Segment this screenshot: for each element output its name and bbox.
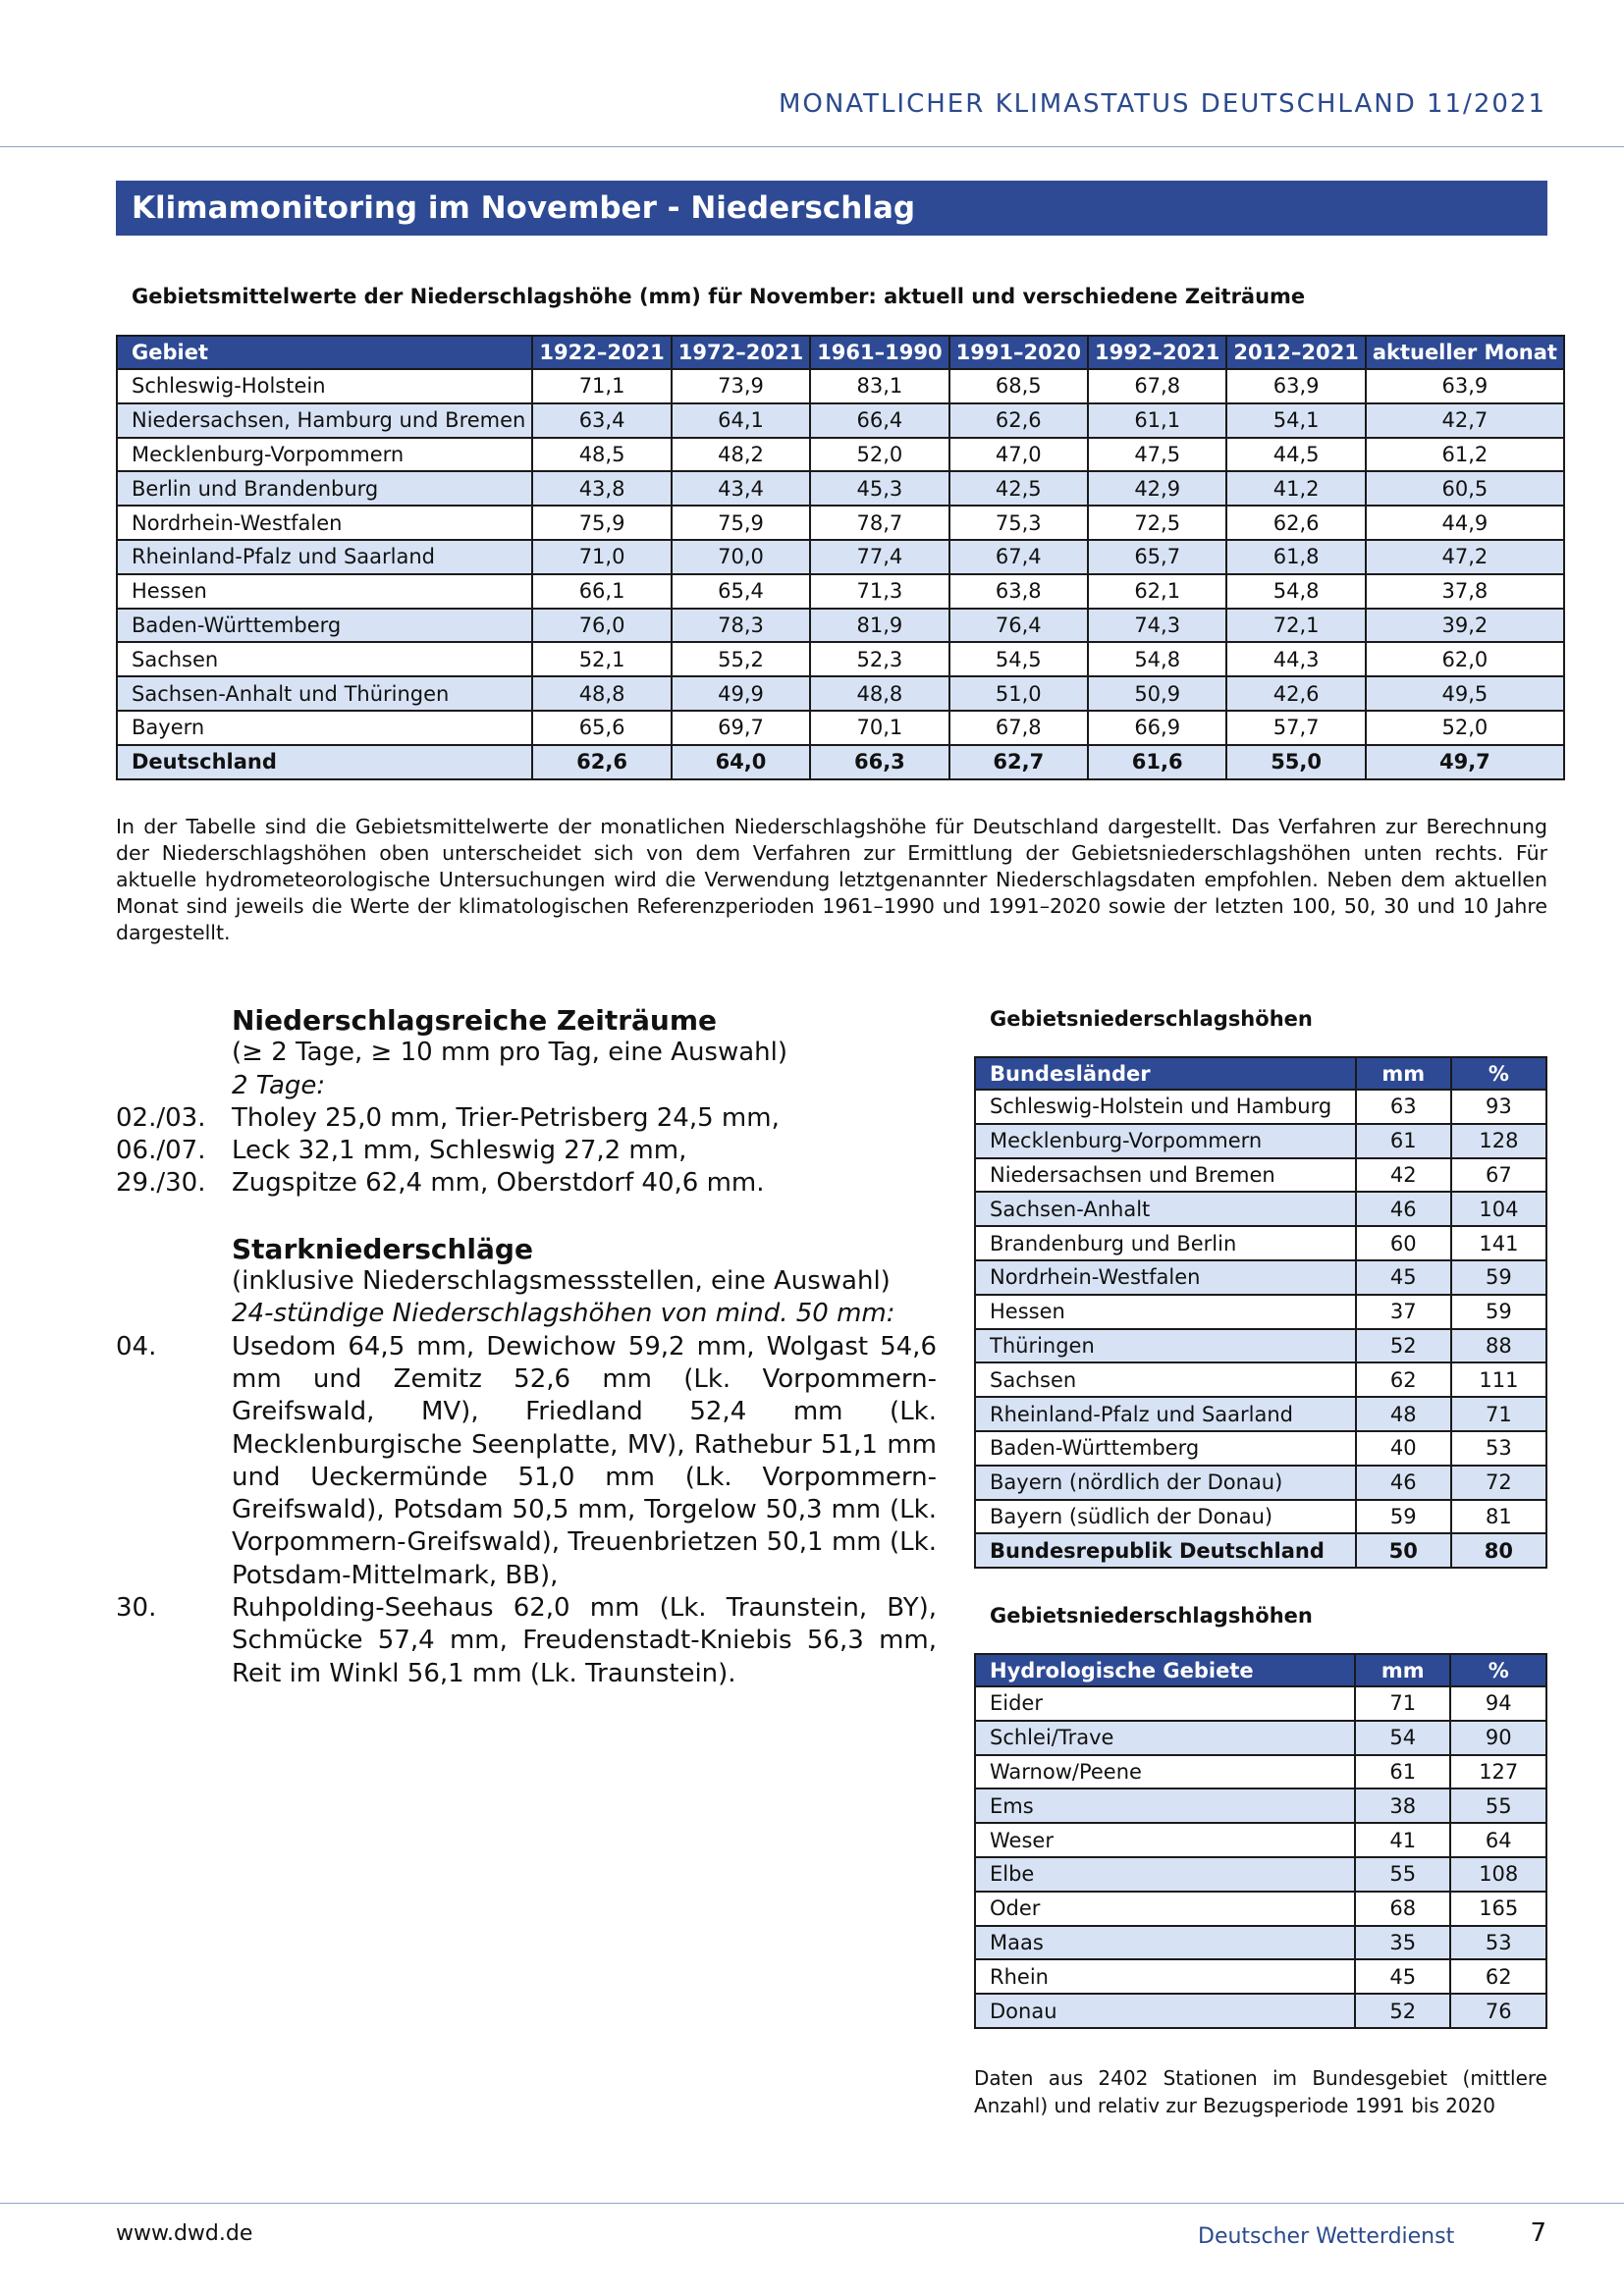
region-cell: Hessen	[117, 574, 532, 609]
value-cell: 62,1	[1088, 574, 1226, 609]
region-cell: Bayern	[117, 711, 532, 745]
table-row	[975, 1892, 1546, 1926]
value-cell: 42,6	[1226, 676, 1365, 711]
table-row	[975, 1466, 1546, 1500]
table-row	[975, 1789, 1546, 1823]
event-date: 29./30.	[116, 1168, 206, 1199]
event-entry	[116, 1592, 937, 1690]
value-cell: 62,6	[532, 745, 671, 779]
region-cell: Baden-Württemberg	[975, 1431, 1356, 1466]
region-cell: Sachsen	[975, 1362, 1356, 1397]
table-header-row	[117, 336, 1564, 369]
value-cell: 53	[1451, 1431, 1546, 1466]
value-cell: 55,0	[1226, 745, 1365, 779]
value-cell: 49,9	[672, 676, 810, 711]
value-cell: 62	[1450, 1959, 1546, 1994]
value-cell: 94	[1450, 1686, 1546, 1721]
table-row	[117, 540, 1564, 574]
value-cell: 44,5	[1226, 438, 1365, 472]
column-header: Hydrologische Gebiete	[975, 1654, 1355, 1686]
region-cell: Ems	[975, 1789, 1355, 1823]
value-cell: 88	[1451, 1329, 1546, 1363]
value-cell: 68	[1355, 1892, 1451, 1926]
region-cell: Brandenburg und Berlin	[975, 1226, 1356, 1260]
heavy-subheading: 24-stündige Niederschlagshöhen von mind. 50 mm:	[232, 1299, 895, 1329]
page-header-title: MONATLICHER KLIMASTATUS DEUTSCHLAND 11/2021	[778, 89, 1546, 119]
column-header: 1972–2021	[672, 336, 810, 369]
header-divider	[0, 146, 1624, 147]
value-cell: 37	[1356, 1295, 1451, 1329]
data-note: Daten aus 2402 Stationen im Bundesgebiet (mittlere Anzahl) und relativ zur Bezugsperiode 1991 bis 2020	[974, 2066, 1547, 2117]
value-cell: 64,1	[672, 403, 810, 438]
page-number: 7	[1530, 2218, 1546, 2248]
value-cell: 62,7	[949, 745, 1088, 779]
event-date: 30.	[116, 1593, 157, 1624]
value-cell: 70,1	[810, 711, 948, 745]
region-cell: Warnow/Peene	[975, 1755, 1355, 1789]
value-cell: 55	[1450, 1789, 1546, 1823]
section-banner: Klimamonitoring im November - Niederschlag	[116, 181, 1547, 236]
region-cell: Sachsen-Anhalt	[975, 1192, 1356, 1226]
value-cell: 108	[1450, 1857, 1546, 1892]
value-cell: 61,8	[1226, 540, 1365, 574]
value-cell: 62	[1356, 1362, 1451, 1397]
region-cell: Eider	[975, 1686, 1355, 1721]
event-date: 02./03.	[116, 1102, 206, 1133]
value-cell: 66,9	[1088, 711, 1226, 745]
value-cell: 61	[1356, 1124, 1451, 1158]
value-cell: 41	[1355, 1823, 1451, 1857]
value-cell: 49,5	[1366, 676, 1564, 711]
value-cell: 40	[1356, 1431, 1451, 1466]
value-cell: 42,9	[1088, 471, 1226, 506]
value-cell: 44,9	[1366, 506, 1564, 540]
value-cell: 52	[1355, 1994, 1451, 2028]
hydro-precipitation-table	[974, 1653, 1547, 2029]
event-entry	[116, 1331, 937, 1592]
heavy-subtitle: (inklusive Niederschlagsmessstellen, eine Auswahl)	[232, 1266, 891, 1297]
value-cell: 72,5	[1088, 506, 1226, 540]
value-cell: 63,4	[532, 403, 671, 438]
value-cell: 75,9	[672, 506, 810, 540]
table-row	[117, 574, 1564, 609]
value-cell: 53	[1450, 1926, 1546, 1960]
value-cell: 74,3	[1088, 609, 1226, 643]
value-cell: 60	[1356, 1226, 1451, 1260]
hydro-table-title: Gebietsniederschlagshöhen	[990, 1604, 1313, 1628]
value-cell: 71,3	[810, 574, 948, 609]
column-header: 1992–2021	[1088, 336, 1226, 369]
value-cell: 52	[1356, 1329, 1451, 1363]
column-header: %	[1451, 1057, 1546, 1090]
value-cell: 48,2	[672, 438, 810, 472]
value-cell: 47,0	[949, 438, 1088, 472]
table-row	[975, 1260, 1546, 1295]
value-cell: 59	[1451, 1260, 1546, 1295]
value-cell: 57,7	[1226, 711, 1365, 745]
table-row	[975, 1090, 1546, 1124]
region-cell: Schleswig-Holstein und Hamburg	[975, 1090, 1356, 1124]
event-text: Usedom 64,5 mm, Dewichow 59,2 mm, Wolgast 54,6 mm und Zemitz 52,6 mm (Lk. Vorpommern-Greifswald, MV), Friedland 52,4 mm (Lk. Mecklenburgische Seenplatte, MV), Rathebur 51,1 mm und Ueckermünde 51,0 mm (Lk. Vorpommern-Greifswald), Potsdam 50,5 mm, Torgelow 50,3 mm (Lk. Vorpommern-Greifswald), Treuenbrietzen 50,1 mm (Lk. Potsdam-Mittelmark, BB),	[232, 1331, 937, 1590]
table-row	[975, 1329, 1546, 1363]
table-row	[975, 1721, 1546, 1755]
table-row	[975, 1362, 1546, 1397]
rich-periods-subtitle: (≥ 2 Tage, ≥ 10 mm pro Tag, eine Auswahl)	[232, 1038, 788, 1068]
description-paragraph: In der Tabelle sind die Gebietsmittelwerte der monatlichen Niederschlagshöhe für Deutschland dargestellt. Das Verfahren zur Berechnung der Niederschlagshöhen oben unterscheidet sich von dem Verfahren zur Ermittlung der Gebietsniederschlagshöhen unten rechts. Für aktuelle hydrometeorologische Untersuchungen wird die Verwendung letztgenannter Niederschlagsdaten empfohlen. Neben dem aktuellen Monat sind jeweils die Werte der klimatologischen Referenzperioden 1961–1990 und 1991–2020 sowie der letzten 100, 50, 30 und 10 Jahre dargestellt.	[116, 815, 1547, 944]
value-cell: 62,6	[949, 403, 1088, 438]
region-cell: Thüringen	[975, 1329, 1356, 1363]
table-row	[975, 1124, 1546, 1158]
value-cell: 81	[1451, 1500, 1546, 1534]
region-cell: Berlin und Brandenburg	[117, 471, 532, 506]
region-cell: Nordrhein-Westfalen	[975, 1260, 1356, 1295]
value-cell: 38	[1355, 1789, 1451, 1823]
table-row	[975, 1857, 1546, 1892]
region-cell: Nordrhein-Westfalen	[117, 506, 532, 540]
value-cell: 66,4	[810, 403, 948, 438]
value-cell: 44,3	[1226, 642, 1365, 676]
value-cell: 66,1	[532, 574, 671, 609]
value-cell: 64,0	[672, 745, 810, 779]
value-cell: 54,8	[1088, 642, 1226, 676]
value-cell: 71	[1451, 1397, 1546, 1431]
value-cell: 54,1	[1226, 403, 1365, 438]
value-cell: 61,6	[1088, 745, 1226, 779]
region-cell: Mecklenburg-Vorpommern	[975, 1124, 1356, 1158]
value-cell: 127	[1450, 1755, 1546, 1789]
column-header: %	[1450, 1654, 1546, 1686]
value-cell: 68,5	[949, 369, 1088, 403]
value-cell: 111	[1451, 1362, 1546, 1397]
value-cell: 165	[1450, 1892, 1546, 1926]
table-row	[117, 745, 1564, 779]
value-cell: 46	[1356, 1192, 1451, 1226]
table-row	[975, 1533, 1546, 1568]
region-cell: Baden-Württemberg	[117, 609, 532, 643]
region-cell: Donau	[975, 1994, 1355, 2028]
value-cell: 72	[1451, 1466, 1546, 1500]
rich-periods-subheading: 2 Tage:	[232, 1070, 326, 1100]
value-cell: 39,2	[1366, 609, 1564, 643]
value-cell: 73,9	[672, 369, 810, 403]
value-cell: 59	[1356, 1500, 1451, 1534]
table-row	[117, 369, 1564, 403]
main-precipitation-table	[116, 335, 1565, 780]
table-row	[975, 1755, 1546, 1789]
value-cell: 67,4	[949, 540, 1088, 574]
column-header: Bundesländer	[975, 1057, 1356, 1090]
table-row	[975, 1397, 1546, 1431]
table-row	[117, 609, 1564, 643]
value-cell: 71	[1355, 1686, 1451, 1721]
value-cell: 65,6	[532, 711, 671, 745]
table-row	[117, 506, 1564, 540]
value-cell: 46	[1356, 1466, 1451, 1500]
value-cell: 70,0	[672, 540, 810, 574]
event-entry	[116, 1167, 937, 1200]
value-cell: 83,1	[810, 369, 948, 403]
region-cell: Bundesrepublik Deutschland	[975, 1533, 1356, 1568]
table-row	[117, 438, 1564, 472]
table-row	[117, 676, 1564, 711]
value-cell: 78,3	[672, 609, 810, 643]
event-text: Zugspitze 62,4 mm, Oberstdorf 40,6 mm.	[232, 1168, 765, 1199]
footer-organization: Deutscher Wetterdienst	[1198, 2224, 1455, 2249]
value-cell: 67,8	[949, 711, 1088, 745]
value-cell: 104	[1451, 1192, 1546, 1226]
column-header: aktueller Monat	[1366, 336, 1564, 369]
column-header: mm	[1355, 1654, 1451, 1686]
table-header-row	[975, 1057, 1546, 1090]
value-cell: 48,8	[810, 676, 948, 711]
value-cell: 128	[1451, 1124, 1546, 1158]
value-cell: 61,1	[1088, 403, 1226, 438]
states-precipitation-table	[974, 1056, 1547, 1569]
value-cell: 63	[1356, 1090, 1451, 1124]
table-row	[117, 471, 1564, 506]
value-cell: 42	[1356, 1158, 1451, 1193]
value-cell: 50,9	[1088, 676, 1226, 711]
event-text: Tholey 25,0 mm, Trier-Petrisberg 24,5 mm,	[232, 1102, 780, 1133]
value-cell: 45	[1355, 1959, 1451, 1994]
value-cell: 62,6	[1226, 506, 1365, 540]
value-cell: 45	[1356, 1260, 1451, 1295]
value-cell: 62,0	[1366, 642, 1564, 676]
value-cell: 76	[1450, 1994, 1546, 2028]
region-cell: Deutschland	[117, 745, 532, 779]
value-cell: 37,8	[1366, 574, 1564, 609]
table-row	[975, 1431, 1546, 1466]
value-cell: 61	[1355, 1755, 1451, 1789]
table-row	[975, 1926, 1546, 1960]
table-row	[975, 1192, 1546, 1226]
value-cell: 75,3	[949, 506, 1088, 540]
region-cell: Rheinland-Pfalz und Saarland	[975, 1397, 1356, 1431]
value-cell: 75,9	[532, 506, 671, 540]
column-header: 1922–2021	[532, 336, 671, 369]
region-cell: Elbe	[975, 1857, 1355, 1892]
value-cell: 42,5	[949, 471, 1088, 506]
value-cell: 48,8	[532, 676, 671, 711]
value-cell: 43,8	[532, 471, 671, 506]
region-cell: Maas	[975, 1926, 1355, 1960]
value-cell: 141	[1451, 1226, 1546, 1260]
value-cell: 71,1	[532, 369, 671, 403]
value-cell: 59	[1451, 1295, 1546, 1329]
heavy-title: Starkniederschläge	[232, 1232, 533, 1265]
precipitation-events	[116, 1004, 937, 1690]
table-row	[975, 1295, 1546, 1329]
region-cell: Niedersachsen und Bremen	[975, 1158, 1356, 1193]
value-cell: 50	[1356, 1533, 1451, 1568]
value-cell: 67,8	[1088, 369, 1226, 403]
table-row	[975, 1823, 1546, 1857]
value-cell: 78,7	[810, 506, 948, 540]
value-cell: 61,2	[1366, 438, 1564, 472]
value-cell: 52,3	[810, 642, 948, 676]
value-cell: 43,4	[672, 471, 810, 506]
table-row	[975, 1226, 1546, 1260]
table-row	[117, 403, 1564, 438]
value-cell: 54,5	[949, 642, 1088, 676]
region-cell: Sachsen-Anhalt und Thüringen	[117, 676, 532, 711]
event-entry	[116, 1102, 937, 1135]
column-header: 2012–2021	[1226, 336, 1365, 369]
value-cell: 60,5	[1366, 471, 1564, 506]
value-cell: 67	[1451, 1158, 1546, 1193]
rich-periods-title: Niederschlagsreiche Zeiträume	[232, 1004, 718, 1037]
value-cell: 76,4	[949, 609, 1088, 643]
event-date: 04.	[116, 1331, 157, 1362]
value-cell: 76,0	[532, 609, 671, 643]
region-cell: Schlei/Trave	[975, 1721, 1355, 1755]
value-cell: 71,0	[532, 540, 671, 574]
value-cell: 51,0	[949, 676, 1088, 711]
value-cell: 52,0	[810, 438, 948, 472]
column-header: mm	[1356, 1057, 1451, 1090]
value-cell: 63,9	[1226, 369, 1365, 403]
value-cell: 65,7	[1088, 540, 1226, 574]
value-cell: 35	[1355, 1926, 1451, 1960]
value-cell: 54	[1355, 1721, 1451, 1755]
value-cell: 93	[1451, 1090, 1546, 1124]
region-cell: Schleswig-Holstein	[117, 369, 532, 403]
event-text: Ruhpolding-Seehaus 62,0 mm (Lk. Traunstein, BY), Schmücke 57,4 mm, Freudenstadt-Kniebis 56,3 mm, Reit im Winkl 56,1 mm (Lk. Traunstein).	[232, 1593, 937, 1688]
value-cell: 42,7	[1366, 403, 1564, 438]
value-cell: 55	[1355, 1857, 1451, 1892]
value-cell: 65,4	[672, 574, 810, 609]
value-cell: 66,3	[810, 745, 948, 779]
value-cell: 77,4	[810, 540, 948, 574]
footer-divider	[0, 2203, 1624, 2204]
value-cell: 48	[1356, 1397, 1451, 1431]
value-cell: 81,9	[810, 609, 948, 643]
table-row	[975, 1500, 1546, 1534]
value-cell: 48,5	[532, 438, 671, 472]
region-cell: Niedersachsen, Hamburg und Bremen	[117, 403, 532, 438]
value-cell: 52,1	[532, 642, 671, 676]
table-row	[975, 1686, 1546, 1721]
table-row	[975, 1994, 1546, 2028]
table-row	[975, 1158, 1546, 1193]
table-row	[117, 642, 1564, 676]
states-table-title: Gebietsniederschlagshöhen	[990, 1007, 1313, 1031]
value-cell: 64	[1450, 1823, 1546, 1857]
region-cell: Hessen	[975, 1295, 1356, 1329]
region-cell: Rhein	[975, 1959, 1355, 1994]
value-cell: 63,9	[1366, 369, 1564, 403]
event-date: 06./07.	[116, 1136, 206, 1166]
table-header-row	[975, 1654, 1546, 1686]
region-cell: Bayern (südlich der Donau)	[975, 1500, 1356, 1534]
value-cell: 69,7	[672, 711, 810, 745]
value-cell: 45,3	[810, 471, 948, 506]
event-entry	[116, 1135, 937, 1167]
value-cell: 47,2	[1366, 540, 1564, 574]
value-cell: 80	[1451, 1533, 1546, 1568]
value-cell: 47,5	[1088, 438, 1226, 472]
table-row	[975, 1959, 1546, 1994]
region-cell: Mecklenburg-Vorpommern	[117, 438, 532, 472]
column-header: Gebiet	[117, 336, 532, 369]
region-cell: Oder	[975, 1892, 1355, 1926]
value-cell: 52,0	[1366, 711, 1564, 745]
column-header: 1991–2020	[949, 336, 1088, 369]
event-text: Leck 32,1 mm, Schleswig 27,2 mm,	[232, 1136, 687, 1166]
value-cell: 54,8	[1226, 574, 1365, 609]
region-cell: Rheinland-Pfalz und Saarland	[117, 540, 532, 574]
value-cell: 72,1	[1226, 609, 1365, 643]
website-link[interactable]: www.dwd.de	[116, 2221, 253, 2246]
region-cell: Sachsen	[117, 642, 532, 676]
region-cell: Weser	[975, 1823, 1355, 1857]
column-header: 1961–1990	[810, 336, 948, 369]
value-cell: 90	[1450, 1721, 1546, 1755]
value-cell: 63,8	[949, 574, 1088, 609]
value-cell: 55,2	[672, 642, 810, 676]
value-cell: 49,7	[1366, 745, 1564, 779]
region-cell: Bayern (nördlich der Donau)	[975, 1466, 1356, 1500]
value-cell: 41,2	[1226, 471, 1365, 506]
main-table-title: Gebietsmittelwerte der Niederschlagshöhe (mm) für November: aktuell und verschiedene Zeiträume	[132, 285, 1306, 308]
table-row	[117, 711, 1564, 745]
